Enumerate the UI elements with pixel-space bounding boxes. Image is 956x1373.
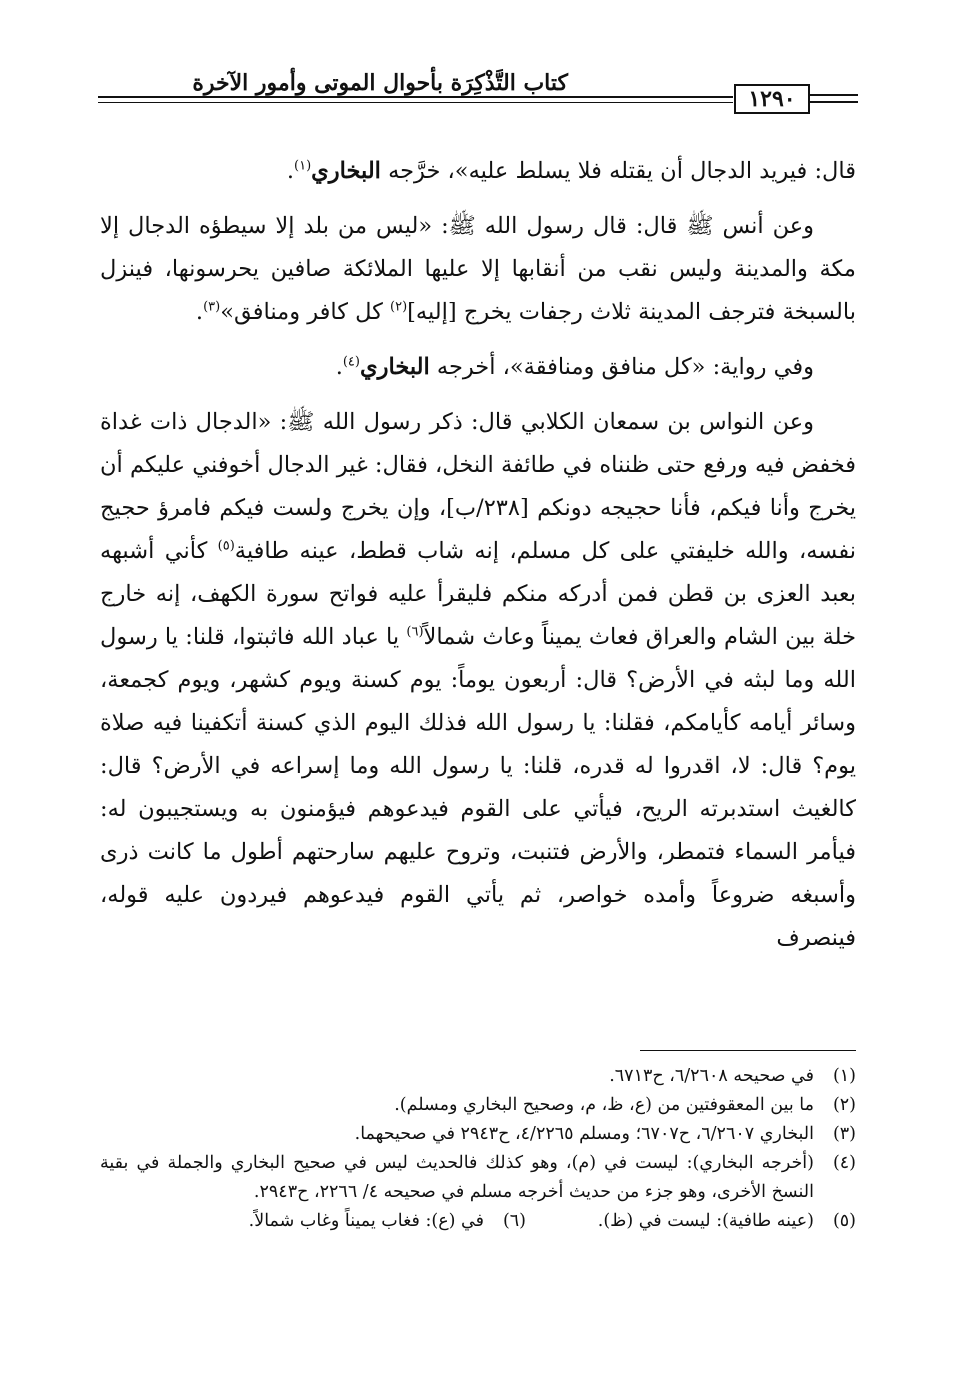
footnote-ref-1: (١): [294, 158, 312, 174]
footnote-number: (٤): [832, 1153, 856, 1173]
page-header: [98, 68, 858, 128]
footnote: [249, 1207, 526, 1236]
header-rule: [98, 96, 733, 98]
paragraph-4: وعن النواس بن سمعان الكلابي قال: ذكر رسول الله ﷺ: «الدجال ذات غداة فخفض فيه ورفع حتى ظنناه في طائفة النخل، فقال: غير الدجال أخوفني عليكم أن يخرج وأنا فيكم، فأنا حجيجه دونكم [٢٣٨/ب]، وإن يخرج ولست فيكم فامرؤ حجيج نفسه، والله خليفتي على كل مسلم، إنه شاب قطط، عينه طافية$^{(٥)}$ كأني أشبهه بعبد العزى بن قطن فمن أدركه منكم فليقرأ عليه فواتح سورة الكهف، إنه خارج خلة بين الشام والعراق فعاث يميناً وعاث شمالاً$^{(٦)}$ يا عباد الله فاثبتوا، قلنا: يا رسول الله وما لبثه في الأرض؟ قال: أربعون يوماً: يوم كسنة ويوم كشهر، ويوم كجمعة، وسائر أيامه كأيامكم، فقلنا: يا رسول الله فذلك اليوم الذي كسنة أتكفينا فيه صلاة يوم؟ قال: لا، اقدروا له قدره، قلنا: يا رسول الله وما إسراعه في الأرض؟ قال: كالغيث استدبرته الريح، فيأتي على القوم فيدعوهم فيؤمنون به ويستجيبون له: فيأمر السماء فتمطر، والأرض فتنبت، وتروح عليهم سارحتهم أطول ما كانت ذرى وأسبغه ضروعاً وأمده خواصر، ثم يأتي القوم فيدعوهم فيردون عليه قوله، فينصرف: [100, 409, 857, 951]
paragraph-1: قال: فيريد الدجال أن يقتله فلا يسلط عليه»، خرَّجه البخاري$^{(١)}$.: [286, 158, 856, 184]
header-rule-thin: [98, 102, 733, 103]
footnote-text: في صحيحه ٦/٢٦٠٨، ح٦٧١٣.: [609, 1066, 814, 1086]
header-rule-right: [810, 94, 858, 96]
footnote-text: البخاري ٦/٢٦٠٧، ح٦٧٠٧؛ ومسلم ٤/٢٢٦٥، ح٢٩٤٣ في صحيحهما.: [354, 1124, 814, 1144]
footnote-number: (٦): [502, 1211, 526, 1231]
footnote-text: في (ع): فغاب يميناً وغاب شمالاً.: [248, 1211, 484, 1231]
footnote-separator: [640, 1050, 856, 1051]
bukhari-name: البخاري: [359, 354, 430, 380]
page-number: ١٢٩٠: [734, 84, 810, 114]
footnote-row: [100, 1207, 856, 1236]
footnote-text: ما بين المعقوفتين من (ع، ظ، م، وصحيح البخاري ومسلم).: [394, 1095, 814, 1115]
footnote-ref-6: (٦): [406, 624, 424, 640]
footnote-ref-2: (٢): [390, 299, 408, 315]
footnote-number: (٣): [832, 1124, 856, 1144]
footnote-text: (أخرجه البخاري): ليست في (م)، وهو كذلك فالحديث ليس في صحيح البخاري والجملة في بقية النسخ الأخرى، وهو جزء من حديث أخرجه مسلم في صحيحه ٤/ ٢٢٦٦، ح٢٩٤٣.: [100, 1153, 814, 1202]
footnote-number: (١): [832, 1066, 856, 1086]
footnote: [100, 1120, 856, 1149]
book-title: كتاب التَّذْكِرَة بأحوال الموتى وأمور الآخرة: [192, 70, 568, 96]
main-text: [100, 150, 856, 972]
header-rule-right-lower: [810, 101, 858, 103]
footnote-ref-3: (٣): [203, 299, 221, 315]
footnote-ref-4: (٤): [342, 354, 360, 370]
footnote-number: (٥): [832, 1211, 856, 1231]
footnote-number: (٢): [832, 1095, 856, 1115]
bukhari-name: البخاري: [311, 158, 381, 184]
footnote: [526, 1207, 856, 1236]
footnotes: [100, 1062, 856, 1236]
footnote: [100, 1062, 856, 1091]
paragraph-3: وفي رواية: «كل منافق ومنافقة»، أخرجه البخاري$^{(٤)}$.: [335, 354, 814, 380]
footnote-text: (عينه طافية): ليست في (ظ).: [597, 1211, 814, 1231]
paragraph-2: وعن أنس ﷺ قال: قال رسول الله ﷺ: «ليس من بلد إلا سيطؤه الدجال إلا مكة والمدينة وليس نقب من أنقابها إلا عليها الملائكة صافين يحرسونها، فينزل بالسبخة فترجف المدينة ثلاث رجفات يخرج [إليه]$^{(٢)}$ كل كافر ومنافق»$^{(٣)}$.: [100, 213, 856, 325]
footnote: [100, 1149, 856, 1207]
footnote-ref-5: (٥): [217, 538, 235, 554]
footnote: [100, 1091, 856, 1120]
